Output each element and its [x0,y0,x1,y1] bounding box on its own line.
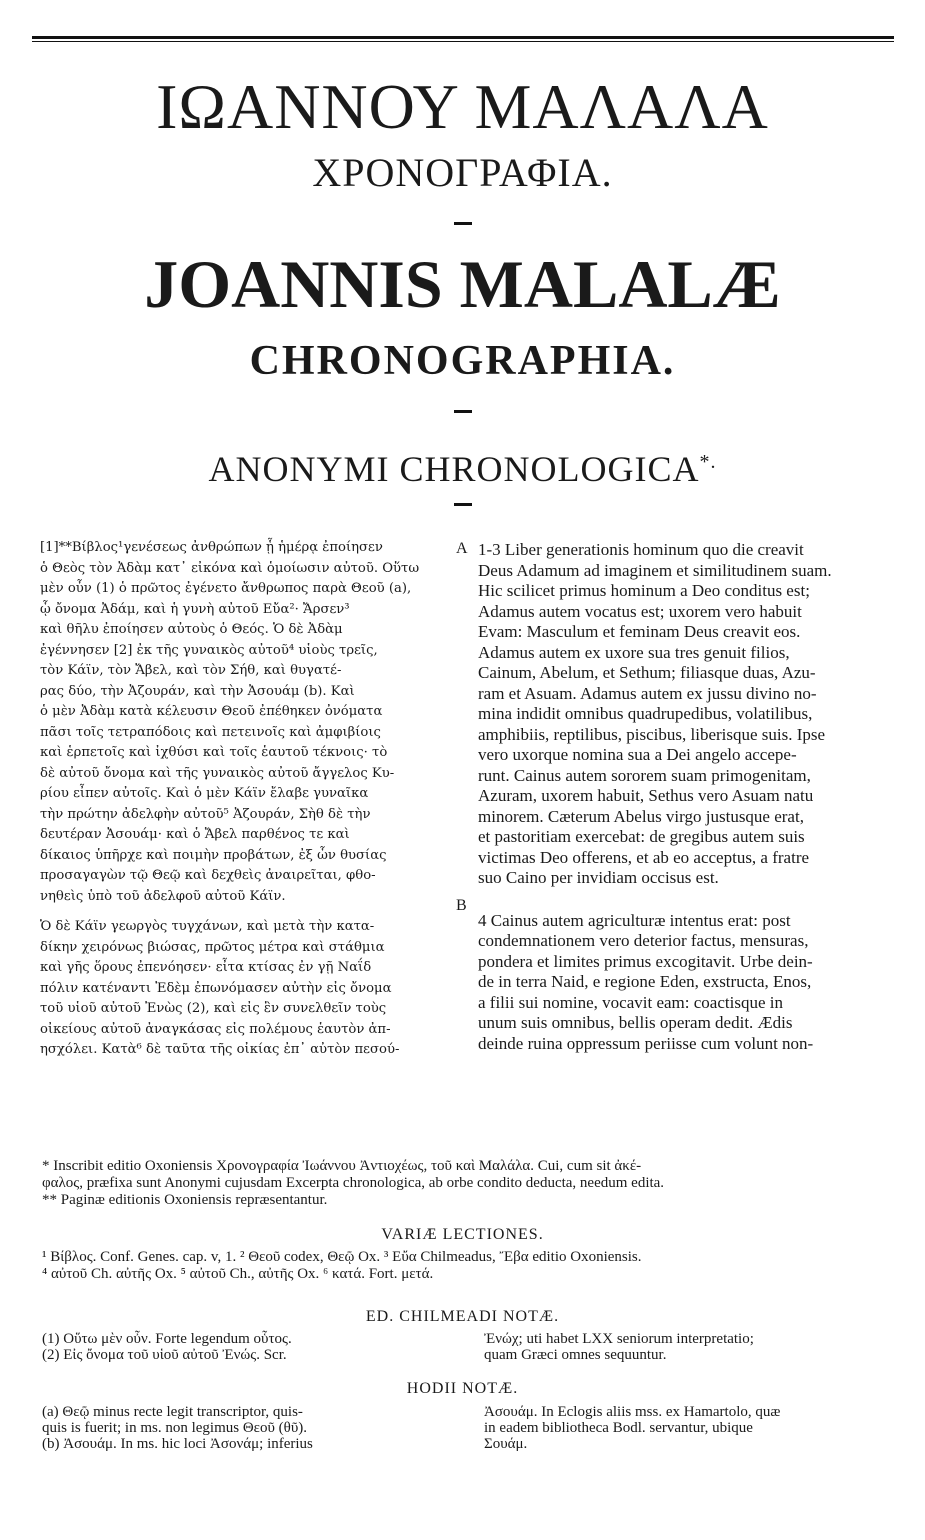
separator-dash [454,410,472,413]
greek-text-line: μὲν οὖν (1) ὁ πρῶτος ἐγένετο ἄνθρωπος παρὰ Θεοῦ (a), [40,581,412,596]
title-latin: JOANNIS MALALÆ [144,246,781,322]
latin-text-line: Deus Adamum ad imaginem et similitudinem suam. [478,560,832,580]
note-line: (1) Οὕτω μὲν οὖν. Forte legendum οὗτος. [42,1331,292,1347]
margin-letter-a: A [456,540,468,557]
latin-text-line: Cainum, Abelum, et Sethum; filiasque duas, Azu- [478,663,816,682]
variant-reading-line: ¹ Βίβλος. Conf. Genes. cap. v, 1. ² Θεοῦ codex, Θεῷ Ox. ³ Εὔα Chilmeadus, Ἔβα editio Oxoniensis. [42,1249,642,1265]
latin-text-line: suo Caino per invidiam occisus est. [478,868,719,887]
margin-letter-b: B [456,897,467,914]
latin-text-line: Adamus autem vocatus est; uxorem vero habuit [478,601,802,621]
latin-paragraph-2 [478,911,892,1055]
note-line: (b) Ἀσουάμ. In ms. hic loci Ἀσονάμ; inferius [42,1436,313,1452]
footnote-line: φαλος, præfixa sunt Anonymi cujusdam Excerpta chronologica, ab orbe condito deducta, needum edita. [42,1175,665,1191]
note-line: (2) Εἰς ὄνομα τοῦ υἱοῦ αὐτοῦ Ἐνώς. Scr. [42,1347,287,1363]
latin-text-line: ram et Asuam. Adamus autem ex jussu divino no- [478,683,817,703]
chilmead-notes-left [42,1331,462,1363]
note-line: quis is fuerit; in ms. non legimus Θεοῦ (θῦ). [42,1420,307,1436]
greek-text-line: ὁ μὲν Ἀδὰμ κατὰ κέλευσιν Θεοῦ ἐπέθηκεν ὀνόματα [40,704,383,719]
greek-text-line: τὴν πρώτην ἀδελφὴν αὐτοῦ⁵ Ἀζουράν, Σὴθ δὲ τὴν [40,806,371,822]
latin-text-line: vero uxorque nomina sua a Dei angelo accepe- [478,745,797,764]
top-rule [32,36,894,39]
section-title [0,440,925,491]
latin-text-line: deinde ruina oppressum periisse cum volunt non- [478,1033,814,1053]
note-line: Σουάμ. [484,1436,528,1452]
variae-lectiones [42,1249,894,1283]
greek-text-line: δίκαιος ὑπῆρχε καὶ ποιμὴν προβάτων, ἐξ ὧν θυσίας [40,847,387,863]
greek-text-line: πόλιν κατέναντι Ἐδὲμ ἐπωνόμασεν αὐτὴν εἰς ὄνομα [40,980,392,996]
greek-text-line: Ὁ δὲ Κάϊν γεωργὸς τυγχάνων, καὶ μετὰ τὴν κατα- [40,919,375,934]
greek-text-line: καὶ θῆλυ ἐποίησεν αὐτοὺς ὁ Θεός. Ὁ δὲ Ἀδὰμ [40,622,343,637]
greek-text-line: πᾶσι τοῖς τετραπόδοις καὶ πετεινοῖς καὶ ἀμφιβίοις [40,724,381,740]
separator-dash [454,222,472,225]
latin-text-line: runt. Cainus autem sororem suam primogenitam, [478,765,811,785]
greek-text-line: ἐγέννησεν [2] ἐκ τῆς γυναικὸς αὐτοῦ⁴ υἱοὺς τρεῖς, [40,642,378,658]
latin-text-line: Adamus autem ex uxore sua tres genuit filios, [478,642,790,662]
greek-text-line: προσαγαγὼν τῷ Θεῷ καὶ δεχθεὶς ἀναιρεῖται, φθο- [40,868,376,883]
latin-text-line: minorem. Cæterum Abelus virgo justusque erat, [478,806,804,826]
latin-text-line: condemnationem vero deterior factus, mensuras, [478,931,809,950]
title-greek: ΙΩΑΝΝΟΥ ΜΑΛΑΛΑ [156,71,769,142]
greek-text-line: δευτέραν Ἀσουάμ· καὶ ὁ Ἄβελ παρθένος τε καὶ [40,827,350,842]
chilmead-notes-right [484,1331,894,1363]
greek-column [40,538,458,1061]
greek-text-line: ρας δύο, τὴν Ἀζουράν, καὶ τὴν Ἀσουάμ (b). Καὶ [40,683,355,699]
note-line: in eadem bibliotheca Bodl. servantur, ubique [484,1420,753,1436]
chilmead-heading: ED. CHILMEADI NOTÆ. [365,1308,560,1325]
greek-text-line: ρίου εἶπεν αὐτοῖς. Καὶ ὁ μὲν Κάϊν ἔλαβε γυναῖκα [40,786,369,801]
latin-text-line: 4 Cainus autem agriculturæ intentus erat: post [478,910,791,930]
greek-text-line: δὲ αὐτοῦ ὄνομα καὶ τῆς γυναικὸς αὐτοῦ ἄγγελος Κυ- [40,765,395,781]
variant-reading-line: ⁴ αὐτοῦ Ch. αὐτῆς Ox. ⁵ αὐτοῦ Ch., αὐτῆς Ox. ⁶ κατά. Fort. μετά. [42,1266,434,1282]
greek-text-line: δίκην χειρόνως βιώσας, πρῶτος μέτρα καὶ στάθμια [40,939,385,955]
hodii-heading: HODII NOTÆ. [406,1380,519,1397]
latin-text-line: victimas Deo offerens, et ab eo acceptus, a fratre [478,847,810,867]
note-line: (a) Θεῷ minus recte legit transcriptor, quis- [42,1404,303,1420]
latin-text-line: unum suis omnibus, bellis operam dedit. Ædis [478,1013,793,1032]
greek-text-line: οἰκείους αὐτοῦ ἀναγκάσας εἰς πολέμους ἑαυτὸν ἀπ- [40,1021,391,1037]
latin-paragraph-1 [478,540,892,889]
latin-text-line: Hic scilicet primus hominum a Deo conditus est; [478,581,810,600]
latin-text-line: Evam: Masculum et feminam Deus creavit eos. [478,622,801,641]
note-line: quam Græci omnes sequuntur. [484,1347,667,1363]
separator-dash [454,503,472,506]
greek-text-line: [1]**Βίβλος¹γενέσεως ἀνθρώπων ᾗ ἡμέρᾳ ἐποίησεν [40,540,383,555]
greek-text-line: ὁ Θεὸς τὸν Ἀδὰμ κατ᾽ εἰκόνα καὶ ὁμοίωσιν αὐτοῦ. Οὕτω [40,560,420,576]
footnote-line: ** Paginæ editionis Oxoniensis repræsentantur. [42,1192,328,1208]
greek-paragraph-2 [40,917,458,1061]
greek-text-line: καὶ ἑρπετοῖς καὶ ἰχθύσι καὶ τοῖς ἑαυτοῦ τέκνοις· τὸ [40,745,388,760]
footnotes [42,1158,894,1209]
note-line: Ἐνώχ; uti habet LXX seniorum interpretatio; [484,1331,754,1347]
latin-column [478,540,892,1054]
hodii-notes-right [484,1404,894,1452]
latin-text-line: de in terra Naid, e regione Eden, exstructa, Enos, [478,972,812,991]
latin-text-line: amphibiis, reptilibus, piscibus, liberisque suis. Ipse [478,724,826,744]
section-title-text: ANONYMI CHRONOLOGICA [208,449,700,489]
latin-text-line: mina indidit omnibus quadrupedibus, volatilibus, [478,704,813,723]
variae-heading: VARIÆ LECTIONES. [381,1226,544,1243]
top-rule-thin [32,41,894,42]
subtitle-latin: CHRONOGRAPHIA. [249,338,676,384]
latin-text-line: et pastoritiam exercebat: de gregibus autem suis [478,827,805,846]
greek-text-line: ησχόλει. Κατὰ⁶ δὲ ταῦτα τῆς οἰκίας ἐπ᾽ αὐτὸν πεσού- [40,1042,400,1057]
section-title-mark: *. [699,451,717,473]
note-line: Ἀσουάμ. In Eclogis aliis mss. ex Hamartolo, quæ [484,1404,781,1420]
latin-text-line: Azuram, uxorem habuit, Sethus vero Asuam natu [478,786,814,805]
subtitle-greek: ΧΡΟΝΟΓΡΑΦΙΑ. [312,150,613,195]
greek-paragraph-1 [40,538,458,907]
greek-text-line: ᾧ ὄνομα Ἀδάμ, καὶ ἡ γυνὴ αὐτοῦ Εὔα²· Ἄρσεν³ [40,601,350,617]
greek-text-line: νηθεὶς ὑπὸ τοῦ ἀδελφοῦ αὐτοῦ Κάϊν. [40,888,286,904]
latin-text-line: 1-3 Liber generationis hominum quo die creavit [478,540,804,559]
latin-text-line: pondera et limites primus excogitavit. Urbe dein- [478,951,813,971]
hodii-notes-left [42,1404,462,1452]
latin-text-line: a filii sui nomine, vocavit eam: coactisque in [478,992,783,1012]
greek-text-line: τὸν Κάϊν, τὸν Ἄβελ, καὶ τὸν Σήθ, καὶ θυγατέ- [40,663,342,678]
greek-text-line: καὶ γῆς ὅρους ἐπενόησεν· εἶτα κτίσας ἐν γῇ Ναΐδ [40,960,372,975]
greek-text-line: τοῦ υἱοῦ αὐτοῦ Ἐνὼς (2), καὶ εἰς ἓν συνελθεῖν τοὺς [40,1001,387,1016]
footnote-line: * Inscribit editio Oxoniensis Χρονογραφία Ἰωάννου Ἀντιοχέως, τοῦ καὶ Μαλάλα. Cui, cum sit ἀκέ- [42,1158,642,1174]
